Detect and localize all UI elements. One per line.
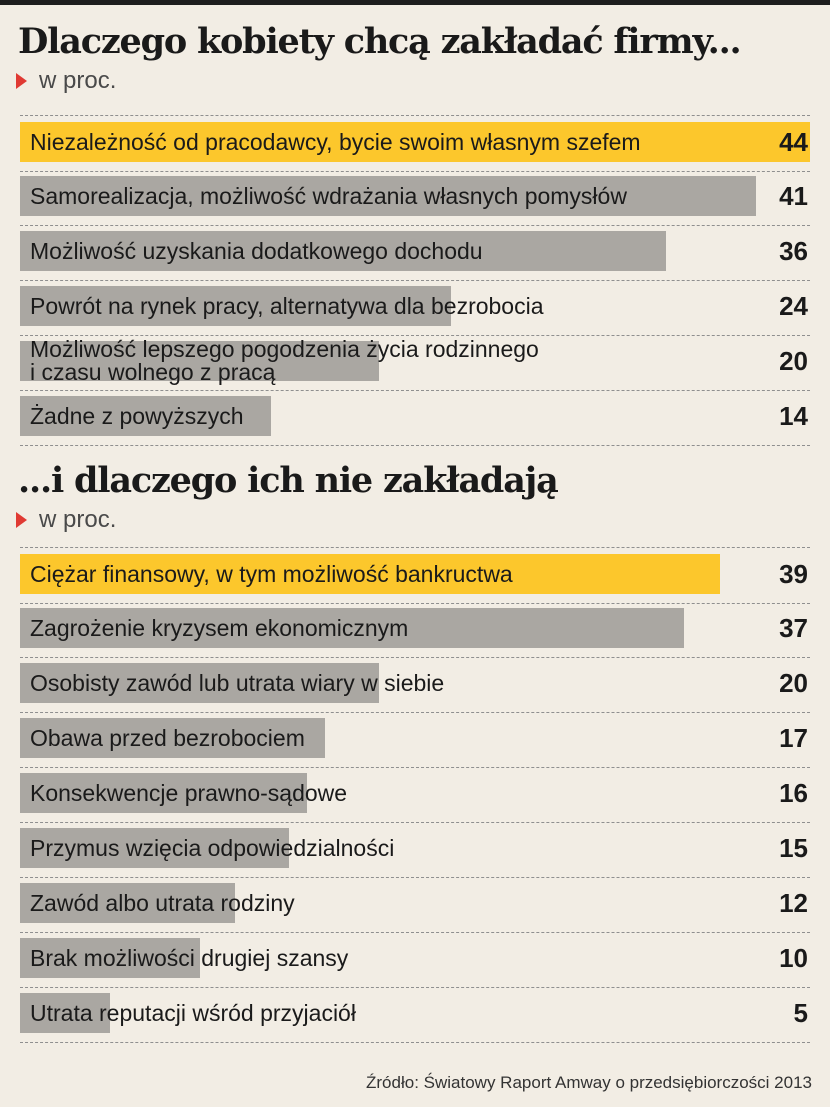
bar-label: Osobisty zawód lub utrata wiary w siebie xyxy=(30,670,445,696)
bar-label: Obawa przed bezrobociem xyxy=(30,725,305,751)
bar-label: Brak możliwości drugiej szansy xyxy=(30,945,349,971)
bar-row xyxy=(20,712,810,768)
bar-value-label: 20 xyxy=(779,346,808,376)
bar-label: Powrót na rynek pracy, alternatywa dla bezrobocia xyxy=(30,293,544,319)
bar-row xyxy=(20,657,810,713)
chart-1-unit-label: w proc. xyxy=(39,67,117,94)
chart-2-unit-label: w proc. xyxy=(39,506,117,533)
bar-row xyxy=(20,767,810,823)
bar-value-label: 36 xyxy=(779,236,808,266)
bar-label: Niezależność od pracodawcy, bycie swoim własnym szefem xyxy=(30,129,641,155)
bar-value-label: 41 xyxy=(779,181,808,211)
bar-row xyxy=(20,115,810,172)
bar-value-label: 14 xyxy=(779,401,808,431)
bar-row xyxy=(20,987,810,1043)
bar-label-line: i czasu wolnego z pracą xyxy=(30,359,276,385)
bar-value-label: 39 xyxy=(779,559,808,589)
red-triangle-icon xyxy=(16,512,27,528)
bar-label: Przymus wzięcia odpowiedzialności xyxy=(30,835,395,861)
bar-row xyxy=(20,225,810,281)
bar-row xyxy=(20,335,810,391)
bar-label: Samorealizacja, możliwość wdrażania własnych pomysłów xyxy=(30,183,627,209)
bar-row xyxy=(20,280,810,336)
chart-1-subtitle xyxy=(16,66,116,96)
red-triangle-icon xyxy=(16,73,27,89)
chart-2-title: ...i dlaczego ich nie zakładają xyxy=(18,460,558,501)
bar-value-label: 5 xyxy=(793,998,808,1028)
source-note: Źródło: Światowy Raport Amway o przedsiębiorczości 2013 xyxy=(366,1073,812,1092)
bar-value-label: 44 xyxy=(779,127,808,157)
bar-label: Możliwość uzyskania dodatkowego dochodu xyxy=(30,238,483,264)
bar-row xyxy=(20,547,810,604)
bar-label: Utrata reputacji wśród przyjaciół xyxy=(30,1000,356,1026)
bar-label: Ciężar finansowy, w tym możliwość bankructwa xyxy=(30,561,513,587)
bar-row xyxy=(20,390,810,446)
top-rule xyxy=(0,0,830,5)
bar-row xyxy=(20,877,810,933)
bar-value-label: 16 xyxy=(779,778,808,808)
bar-label: Żadne z powyższych xyxy=(30,403,244,429)
bar-label: Zagrożenie kryzysem ekonomicznym xyxy=(30,615,409,641)
bar-value-label: 17 xyxy=(779,723,808,753)
bar-row xyxy=(20,602,810,658)
bar-value-label: 37 xyxy=(779,613,808,643)
bar-label xyxy=(30,337,539,385)
bar-row xyxy=(20,932,810,988)
bar-value-label: 15 xyxy=(779,833,808,863)
chart-2-subtitle xyxy=(16,505,116,535)
bar-value-label: 24 xyxy=(779,291,808,321)
bar-label: Konsekwencje prawno-sądowe xyxy=(30,780,348,806)
bar-label: Zawód albo utrata rodziny xyxy=(30,890,295,916)
bar-row xyxy=(20,822,810,878)
bar-row xyxy=(20,170,810,226)
bar-value-label: 10 xyxy=(779,943,808,973)
chart-1-title: Dlaczego kobiety chcą zakładać firmy... xyxy=(18,21,741,62)
bar-value-label: 12 xyxy=(779,888,808,918)
bar-value-label: 20 xyxy=(779,668,808,698)
bar-label-line: Możliwość lepszego pogodzenia życia rodzinnego xyxy=(30,336,539,362)
